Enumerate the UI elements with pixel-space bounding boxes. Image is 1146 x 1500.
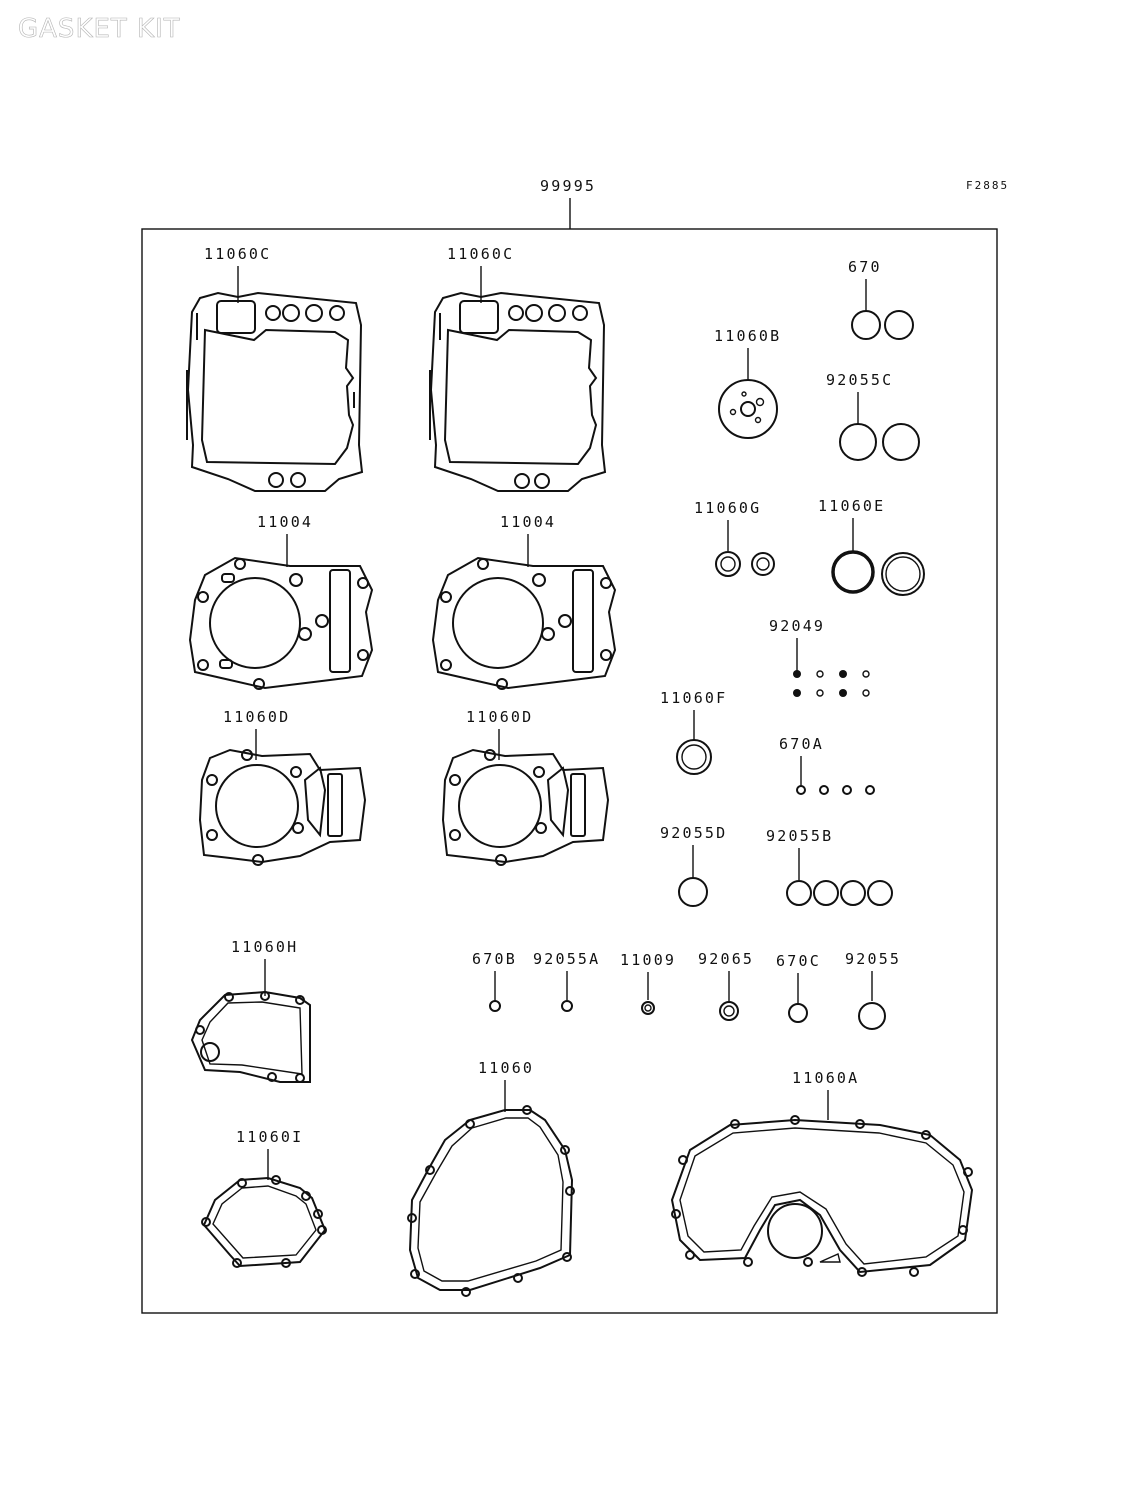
label-11060c-left: 11060C xyxy=(204,245,272,263)
o-ring-670a[interactable] xyxy=(779,735,874,794)
label-11060e: 11060E xyxy=(818,497,886,515)
gasket-11060[interactable] xyxy=(408,1059,574,1296)
washer-92049[interactable] xyxy=(769,617,869,697)
label-11060d-right: 11060D xyxy=(466,708,534,726)
label-11060f: 11060F xyxy=(660,689,728,707)
watermark-title: GASKET KIT xyxy=(18,14,181,44)
washer-92065[interactable] xyxy=(698,950,754,1020)
label-11060i: 11060I xyxy=(236,1128,304,1146)
gasket-11060b[interactable] xyxy=(714,327,781,438)
label-670c: 670C xyxy=(776,952,821,970)
gasket-11060c-right[interactable] xyxy=(430,245,605,491)
gasket-11060f[interactable] xyxy=(660,689,727,774)
label-11060b: 11060B xyxy=(714,327,782,345)
label-92065: 92065 xyxy=(698,950,755,968)
label-11004-right: 11004 xyxy=(500,513,557,531)
figure-code: F2885 xyxy=(966,179,1010,192)
o-ring-92055[interactable] xyxy=(845,950,901,1029)
label-11060d-left: 11060D xyxy=(223,708,291,726)
gasket-11060d-left[interactable] xyxy=(200,708,365,865)
label-92055: 92055 xyxy=(845,950,902,968)
o-ring-92055a[interactable] xyxy=(533,950,600,1011)
gasket-11004-right[interactable] xyxy=(433,513,615,689)
o-ring-670[interactable] xyxy=(848,258,913,339)
gasket-11060d-right[interactable] xyxy=(443,708,608,865)
label-92055d: 92055D xyxy=(660,824,728,842)
label-11004-left: 11004 xyxy=(257,513,314,531)
o-ring-92055d[interactable] xyxy=(660,824,727,906)
gasket-11060c-left[interactable] xyxy=(187,245,362,491)
gasket-11060a[interactable] xyxy=(672,1069,972,1276)
gasket-11060g[interactable] xyxy=(694,499,774,576)
label-92049: 92049 xyxy=(769,617,826,635)
label-92055c: 92055C xyxy=(826,371,894,389)
o-ring-670c[interactable] xyxy=(776,952,821,1022)
gasket-11009[interactable] xyxy=(620,951,676,1014)
label-670a: 670A xyxy=(779,735,824,753)
label-670b: 670B xyxy=(472,950,517,968)
gasket-11060i[interactable] xyxy=(202,1128,326,1267)
label-92055b: 92055B xyxy=(766,827,834,845)
o-ring-92055b[interactable] xyxy=(766,827,892,905)
kit-label: 99995 xyxy=(540,177,597,195)
label-92055a: 92055A xyxy=(533,950,601,968)
o-ring-92055c[interactable] xyxy=(826,371,919,460)
label-11060: 11060 xyxy=(478,1059,535,1077)
label-11060c-right: 11060C xyxy=(447,245,515,263)
label-11060a: 11060A xyxy=(792,1069,860,1087)
label-11060h: 11060H xyxy=(231,938,299,956)
label-670: 670 xyxy=(848,258,882,276)
gasket-11004-left[interactable] xyxy=(190,513,372,689)
label-11009: 11009 xyxy=(620,951,677,969)
o-ring-670b[interactable] xyxy=(472,950,517,1011)
gasket-11060h[interactable] xyxy=(192,938,310,1082)
label-11060g: 11060G xyxy=(694,499,762,517)
gasket-11060e[interactable] xyxy=(818,497,924,595)
